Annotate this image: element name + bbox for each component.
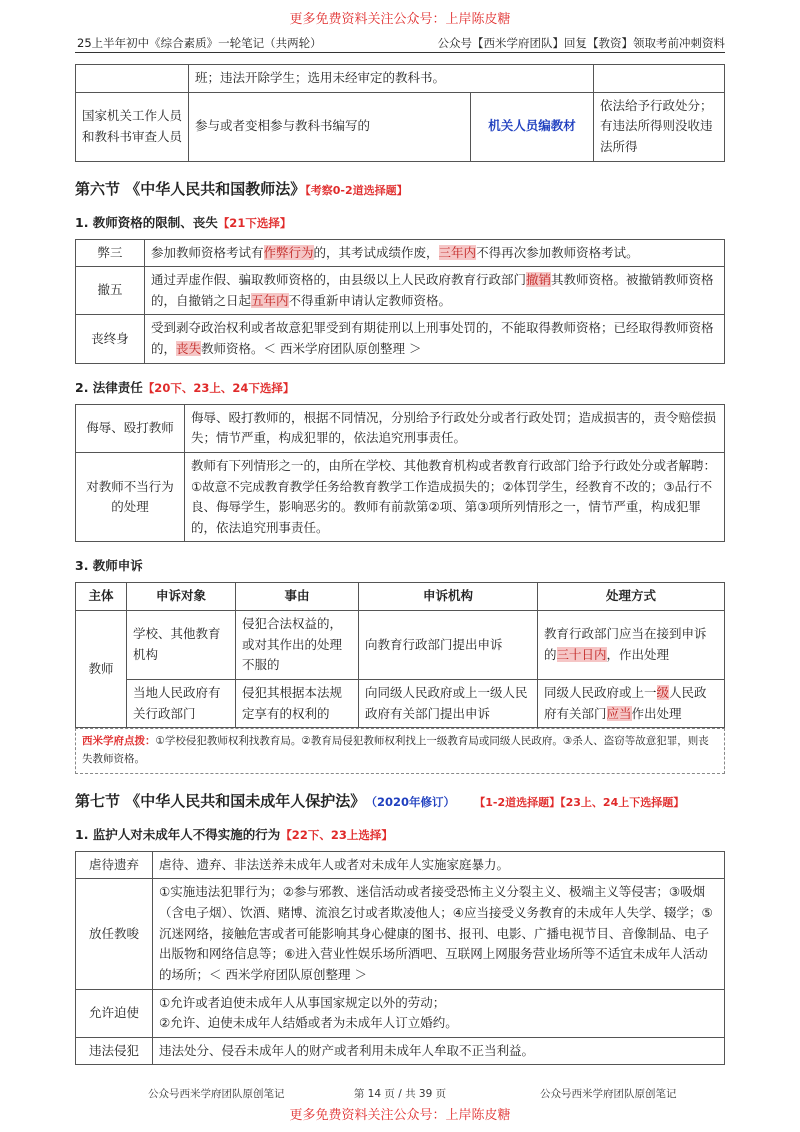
- top-table-action: 参与或者变相参与教科书编写的: [189, 92, 471, 161]
- tip-label: 西米学府点拨：: [82, 735, 156, 748]
- section7-tag: 【1-2道选择题】【23上、24上下选择题】: [474, 795, 685, 809]
- section6-heading: [75, 178, 725, 199]
- bottom-banner: 更多免费资料关注公众号：上岸陈皮糖: [289, 1108, 511, 1123]
- qual-value: 受到剥夺政治权利或者故意犯罪受到有期徒刑以上刑事处罚的，不能取得教师资格；已经取得教师资格的，丧失教师资格。＜ 西米学府团队原创整理 ＞: [145, 315, 725, 363]
- guardian-value: ①允许或者迫使未成年人从事国家规定以外的劳动； ②允许、迫使未成年人结婚或者为未成年人订立婚约。: [153, 989, 725, 1037]
- sub1-title: 1. 教师资格的限制、丧失: [75, 214, 218, 230]
- appeal-agency: 向同级人民政府或上一级人民政府有关部门提出申诉: [359, 679, 538, 727]
- appeal-handling: 教育行政部门应当在接到申诉的三十日内，作出处理: [538, 611, 725, 680]
- guardian-table: [75, 851, 725, 1066]
- top-table-row1: 班；违法开除学生；选用未经审定的教科书。: [189, 65, 594, 93]
- header-right: 公众号【西米学府团队】回复【教资】领取考前冲刺资料: [437, 36, 725, 50]
- appeal-target: 学校、其他教育机构: [127, 611, 236, 680]
- legal-table: [75, 404, 725, 543]
- sub1-tag: 【21下选择】: [217, 215, 292, 230]
- table-row: [76, 679, 725, 727]
- table-row: [76, 879, 725, 989]
- appeal-table: [75, 582, 725, 728]
- appeal-target: 当地人民政府有关行政部门: [127, 679, 236, 727]
- appeal-handling: 同级人民政府或上一级人民政府有关部门应当作出处理: [538, 679, 725, 727]
- section6-title: 第六节 《中华人民共和国教师法》: [75, 179, 306, 198]
- footer-left: 公众号西米学府团队原创笔记: [148, 1088, 285, 1100]
- table-row: [76, 851, 725, 879]
- qual-value: 参加教师资格考试有作弊行为的，其考试成绩作废，三年内不得再次参加教师资格考试。: [145, 239, 725, 267]
- page-header: [75, 32, 725, 53]
- table-row: [76, 452, 725, 542]
- qualification-table: [75, 239, 725, 364]
- page-content: [75, 64, 725, 1065]
- table-header-row: [76, 583, 725, 611]
- sub3-title: 3. 教师申诉: [75, 558, 143, 574]
- guardian-key: 违法侵犯: [76, 1037, 153, 1065]
- guardian-value: 虐待、遗弃、非法送养未成年人或者对未成年人实施家庭暴力。: [153, 851, 725, 879]
- section6-sub3-heading: [75, 556, 725, 574]
- header-left: 25上半年初中《综合素质》一轮笔记（共两轮）: [77, 36, 322, 50]
- s7-sub1-tag: 【22下、23上选择】: [280, 827, 393, 842]
- sub2-tag: 【20下、23上、24下选择】: [142, 380, 295, 395]
- table-row: [76, 315, 725, 363]
- s7-sub1-title: 1. 监护人对未成年人不得实施的行为: [75, 826, 281, 842]
- top-table-label: 机关人员编教材: [471, 92, 594, 161]
- legal-value: 教师有下列情形之一的，由所在学校、其他教育机构或者教育行政部门给予行政处分或者解聘：①故意不完成教育教学任务给教育教学工作造成损失的；②体罚学生，经教育不改的；③品行不良、侮辱学生，影响恶劣的。教师有前款第②项、第③项所列情形之一，情节严重，构成犯罪的，依法追究刑事责任。: [185, 452, 725, 542]
- qual-key: 弊三: [76, 239, 145, 267]
- guardian-value: ①实施违法犯罪行为；②参与邪教、迷信活动或者接受恐怖主义分裂主义、极端主义等侵害；③吸烟（含电子烟）、饮酒、赌博、流浪乞讨或者欺凌他人；④应当接受义务教育的未成年人失学、辍学；⑤沉迷网络，接触危害或者可能影响其身心健康的图书、报刊、电影、广播电视节目、音像制品、电子出版物和网络信息等；⑥进入营业性娱乐场所酒吧、互联网上网服务营业场所等不适宜未成年人活动的场所；＜ 西米学府团队原创整理 ＞: [153, 879, 725, 989]
- legal-value: 侮辱、殴打教师的，根据不同情况，分别给予行政处分或者行政处罚；造成损害的，责令赔偿损失；情节严重，构成犯罪的，依法追究刑事责任。: [185, 404, 725, 452]
- section7-sub1-heading: [75, 825, 725, 843]
- table-row: [76, 611, 725, 680]
- footer-right: 公众号西米学府团队原创笔记: [540, 1088, 677, 1100]
- table-row: [76, 239, 725, 267]
- section7-heading: [75, 790, 725, 811]
- col-header: 处理方式: [538, 583, 725, 611]
- section6-sub2-heading: [75, 378, 725, 396]
- top-table-empty-cell: [76, 65, 189, 93]
- guardian-key: 允许迫使: [76, 989, 153, 1037]
- section7-year: （2020年修订）: [371, 794, 455, 809]
- tip-text: ①学校侵犯教师权利找教育局。②教育局侵犯教师权利找上一级教育局或同级人民政府。③杀人、盗窃等故意犯罪，则丧失教师资格。: [82, 735, 709, 765]
- qual-key: 丧终身: [76, 315, 145, 363]
- table-row: [76, 1037, 725, 1065]
- appeal-reason: 侵犯合法权益的，或对其作出的处理不服的: [236, 611, 359, 680]
- guardian-value: 违法处分、侵吞未成年人的财产或者利用未成年人牟取不正当利益。: [153, 1037, 725, 1065]
- top-table-empty-cell: [594, 65, 725, 93]
- top-banner: 更多免费资料关注公众号：上岸陈皮糖: [289, 12, 511, 27]
- legal-key: 对教师不当行为的处理: [76, 452, 185, 542]
- sub2-title: 2. 法律责任: [75, 379, 143, 395]
- appeal-reason: 侵犯其根据本法规定享有的权利的: [236, 679, 359, 727]
- table-row: [76, 989, 725, 1037]
- col-header: 申诉对象: [127, 583, 236, 611]
- guardian-key: 虐待遗弃: [76, 851, 153, 879]
- table-row: [76, 404, 725, 452]
- top-table-subject: 国家机关工作人员和教科书审查人员: [76, 92, 189, 161]
- col-header: 主体: [76, 583, 127, 611]
- section6-sub1-heading: [75, 213, 725, 231]
- legal-key: 侮辱、殴打教师: [76, 404, 185, 452]
- appeal-agency: 向教育行政部门提出申诉: [359, 611, 538, 680]
- table-row: [76, 267, 725, 315]
- col-header: 申诉机构: [359, 583, 538, 611]
- appeal-subject: 教师: [76, 611, 127, 728]
- top-table: [75, 64, 725, 162]
- top-table-result: 依法给予行政处分；有违法所得则没收违法所得: [594, 92, 725, 161]
- guardian-key: 放任教唆: [76, 879, 153, 989]
- col-header: 事由: [236, 583, 359, 611]
- qual-value: 通过弄虚作假、骗取教师资格的，由县级以上人民政府教育行政部门撤销其教师资格。被撤销教师资格的，自撤销之日起五年内不得重新申请认定教师资格。: [145, 267, 725, 315]
- footer-page-number: 第 14 页 / 共 39 页: [353, 1088, 447, 1100]
- section6-tag: 【考察0-2道选择题】: [305, 183, 408, 197]
- qual-key: 撤五: [76, 267, 145, 315]
- tip-box: [75, 728, 725, 774]
- section7-title: 第七节 《中华人民共和国未成年人保护法》: [75, 791, 366, 810]
